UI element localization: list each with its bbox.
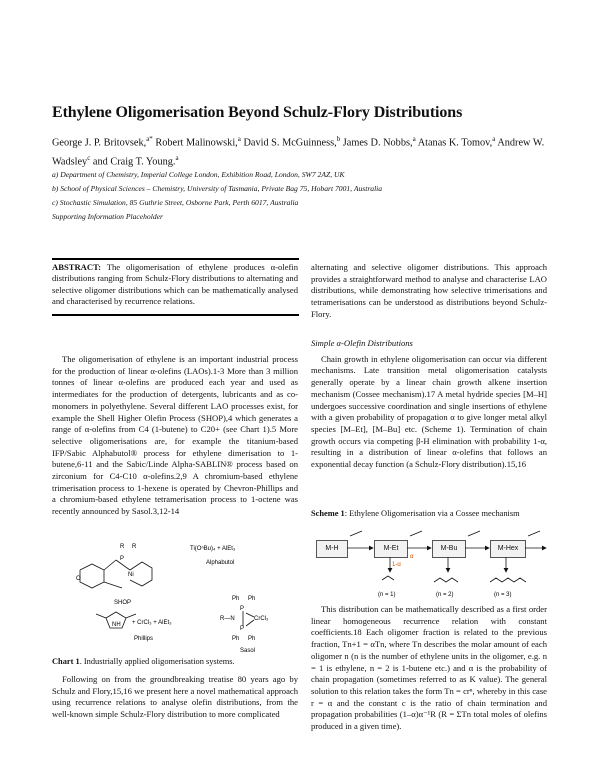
phillips-label: Phillips — [134, 636, 154, 642]
author-name: Atanas K. Tomov, — [415, 137, 493, 149]
sasol-p-bottom: P — [240, 626, 245, 632]
abstract — [52, 262, 298, 308]
intro-paragraph: The oligomerisation of ethylene is an important industrial process for the production of linear α-olefins (LAOs).1-3 More than 3 million tonnes of linear α-olefins are produced each year and used as intermediates for the production of detergents, lubricants and as co-monomers in polyethylene. Several different LAO processes exist, for example the Shell Higher Olefin Process (SHOP),4 which generates a range of α-olefins from C4 (1-butene) to C20+ (see Chart 1).5 More selective oligomerisations are, for example the titanium-based IFP/Sabic Alphabutol® process for ethylene dimerisation to 1-butene,6-11 and the Sabic/Linde Alpha-SABLIN® process based on zirconium for C4-C10 α-olefins.2,9 A chromium-based ethylene trimerisation process to 1-hexene is operated by Chevron-Phillips and a chromium-based ethylene tetramerisation process to 1-octene was recently announced by Sasol.3,12-14 — [52, 354, 298, 517]
sasol-p-top: P — [240, 606, 245, 612]
scheme-n1: (n = 1) — [378, 592, 396, 598]
abstract-text: The oligomerisation of ethylene produces α-olefin distributions ranging from Schulz-Flory distributions to alternating and selective oligomer distributions which can be mathematically analysed and characterised by recurrence relations. — [52, 262, 298, 307]
recurrence-paragraph: This distribution can be mathematically described as a first order linear homogeneous recurrence relation with constant coefficients.18 Each oligomer fraction is related to the previous fraction, Tn+1 = αTn, where Tn describes the molar amount of each oligomer n (n is the number of ethylene units in the oligomer, e.g. n = 1 is ethylene, n = 2 is 1-butene etc.) and α is the probability of chain propagation (sometimes referred to as K value). The general solution to this relation takes the form Tn = crⁿ, whereby in this case r = α and the constant c is the ratio of chain termination and propagation probabilities (1–α)α⁻¹R (R = ΣTn total moles of olefins produced in a given time). — [311, 604, 547, 732]
scheme1-arrows — [310, 528, 550, 600]
scheme-box-mhex: M-Hex — [490, 540, 526, 558]
scheme-alpha: α — [410, 554, 414, 560]
author-name: Andrew W. Wadsley — [52, 137, 545, 168]
sasol-ph-4: Ph — [248, 636, 256, 642]
alphabutol-label: Alphabutol — [206, 560, 235, 566]
author-list — [52, 132, 552, 170]
sasol-ph-2: Ph — [248, 596, 256, 602]
supporting-info: Supporting Information Placeholder — [52, 212, 163, 221]
section-heading: Simple α-Olefin Distributions — [311, 338, 413, 348]
affiliations — [52, 168, 562, 224]
author-name: James D. Nobbs, — [340, 137, 413, 149]
author-name: Robert Malinowski, — [152, 137, 238, 149]
mechanism-paragraph: Chain growth in ethylene oligomerisation can occur via different mechanisms. Late transition metal oligomerisation catalysts generally operate by a linear chain growth alkene insertion mechanism (Cossee mechanism).17 A metal hydride species [M–H] undergoes successive coordination and single insertions of ethylene with a given probability of propagation α to give longer metal alkyl species [M–Et], [M–Bu] etc. (Scheme 1). Termination of chain growth occurs via competing β-H elimination with probability 1-α, resulting in a distribution of linear α-olefins that follows an exponential decay function (a Schulz-Flory distribution).15,16 — [311, 353, 547, 470]
abstract-top-rule — [52, 258, 299, 260]
author-affil-mark: c — [87, 153, 91, 162]
scheme-n2: (n = 2) — [436, 592, 454, 598]
sasol-ph-1: Ph — [232, 596, 240, 602]
paper-title: Ethylene Oligomerisation Beyond Schulz-Flory Distributions — [52, 104, 463, 121]
shop-r-left: R — [120, 544, 125, 550]
shop-p: P — [120, 556, 125, 562]
left-column-p2 — [52, 674, 298, 721]
shop-o: O — [76, 576, 81, 582]
author-name: and Craig T. Young. — [90, 156, 176, 168]
sasol-rn: R—N — [220, 616, 235, 622]
author-name: George J. P. Britovsek, — [52, 137, 147, 149]
scheme-box-mh: M-H — [316, 540, 348, 558]
abstract-bottom-rule — [52, 314, 299, 316]
scheme-box-mbu: M-Bu — [432, 540, 466, 558]
affiliation-b: b) School of Physical Sciences – Chemistry, University of Tasmania, Private Bag 75, Hobart 7001, Australia — [52, 184, 383, 193]
sasol-label: Sasol — [240, 648, 256, 654]
left-column-intro — [52, 354, 298, 518]
author-affil-mark: a — [175, 153, 179, 162]
author-affil-mark: a — [412, 135, 416, 143]
shop-structure — [80, 560, 152, 588]
phillips-nh: NH — [112, 622, 121, 628]
alphabutol-reagents: Ti(OⁿBu)₄ + AlEt₃ — [190, 546, 236, 552]
sasol-crcl3: CrCl₃ — [254, 616, 269, 622]
schulz-flory-paragraph: Following on from the groundbreaking treatise 80 years ago by Schulz and Flory,15,16 we present here a novel mathematical approach using recurrence relations to analyse olefin distributions, from the well-known simple Schulz-Flory distribution to more complicated — [52, 674, 298, 720]
chart1-structures — [60, 530, 296, 660]
sasol-ph-3: Ph — [232, 636, 240, 642]
scheme1-caption: Scheme 1: Ethylene Oligomerisation via a Cossee mechanism — [311, 509, 520, 518]
right-column-main — [311, 338, 547, 471]
right-intro-text: alternating and selective oligomer distributions. This approach provides a straightforward method to analyse and characterise LAO distributions, while demonstrating how selective trimerisations and tetramerisations can be understood as distributions beyond Schulz-Flory. — [311, 262, 547, 319]
author-affil-mark: a — [492, 135, 496, 143]
shop-r-right: R — [132, 544, 137, 550]
scheme-n3: (n = 3) — [494, 592, 512, 598]
shop-ni: Ni — [128, 572, 134, 578]
affiliation-c: c) Stochastic Simulation, 85 Guthrie Street, Osborne Park, Perth 6017, Australia — [52, 198, 299, 207]
author-affil-mark: b — [336, 135, 341, 143]
phillips-reagents: + CrCl₃ + AlEt₃ — [132, 620, 172, 626]
scheme-one-minus-alpha: 1-α — [392, 562, 401, 568]
scheme-box-met: M-Et — [374, 540, 408, 558]
shop-label: SHOP — [114, 600, 132, 606]
chart1-caption: Chart 1. Industrially applied oligomerisation systems. — [52, 657, 235, 666]
author-affil-mark: a — [237, 135, 241, 143]
author-name: David S. McGuinness, — [240, 137, 337, 149]
right-column-p2 — [311, 604, 547, 733]
affiliation-a: a) Department of Chemistry, Imperial College London, Exhibition Road, London, SW7 2AZ, UK — [52, 170, 345, 179]
abstract-label: ABSTRACT: — [52, 262, 102, 272]
author-affil-mark: a* — [146, 135, 153, 143]
